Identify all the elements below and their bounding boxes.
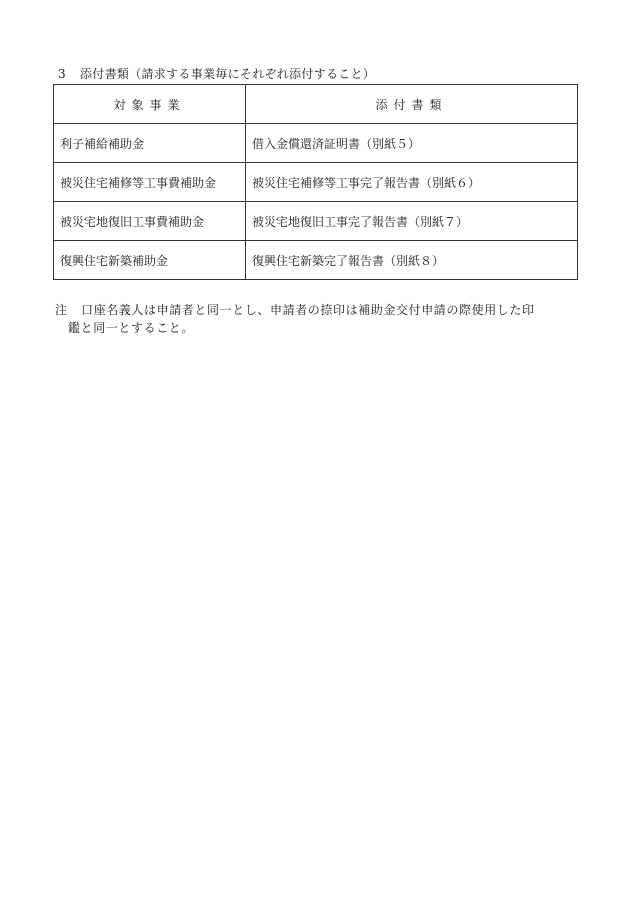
note-line-2: 鑑と同一とすること。 [68,321,195,335]
document-cell: 被災宅地復旧工事完了報告書（別紙７） [246,202,578,241]
project-cell: 被災住宅補修等工事費補助金 [54,163,246,202]
table-header-row [54,85,578,124]
column-header-attached-documents: 添付書類 [246,85,578,124]
column-header-target-project: 対象事業 [54,85,246,124]
table-row [54,202,578,241]
table-row [54,241,578,280]
document-cell: 被災住宅補修等工事完了報告書（別紙６） [246,163,578,202]
document-cell: 借入金償還済証明書（別紙５） [246,124,578,163]
note-block [55,301,579,337]
section-number: 3 [58,67,66,81]
table-row [54,124,578,163]
project-cell: 被災宅地復旧工事費補助金 [54,202,246,241]
section-title-text: 添付書類（請求する事業毎にそれぞれ添付すること） [80,67,376,81]
attachment-table [53,84,578,280]
project-cell: 復興住宅新築補助金 [54,241,246,280]
note-label: 注 [55,303,68,317]
section-heading [58,66,375,82]
project-cell: 利子補給補助金 [54,124,246,163]
note-text-1: 口座名義人は申請者と同一とし、申請者の捺印は補助金交付申請の際使用した印 [81,303,535,317]
table-row [54,163,578,202]
document-cell: 復興住宅新築完了報告書（別紙８） [246,241,578,280]
note-line-1 [55,301,579,319]
